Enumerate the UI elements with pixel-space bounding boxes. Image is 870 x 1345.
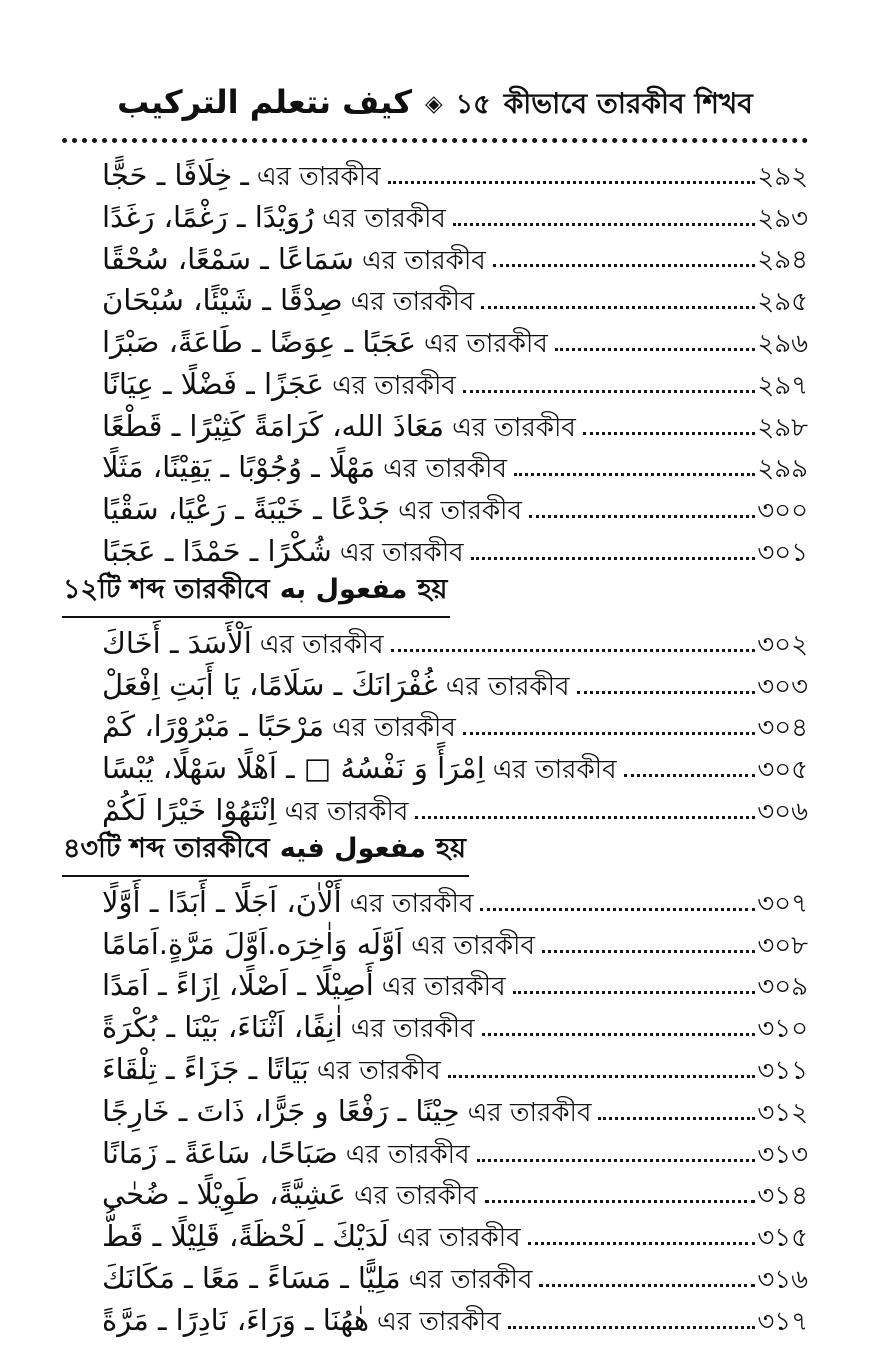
section-heading-underline bbox=[62, 828, 469, 877]
toc-entry-label: এর তারকীব bbox=[381, 972, 506, 1003]
toc-entry-title bbox=[102, 667, 570, 702]
toc-entry-title bbox=[102, 241, 486, 276]
toc-entry-title bbox=[102, 1093, 592, 1128]
toc-entry-arabic-words: حِيْنًا ـ رَفْعًا و جَرًّا، ذَاتَ ـ خَارِجًا bbox=[102, 1093, 460, 1128]
toc-entry-page-number: ৩০৯ bbox=[757, 972, 808, 1003]
toc-entry-separator: ـ bbox=[240, 157, 249, 192]
toc-entry-label: এর তারকীব bbox=[411, 930, 535, 961]
toc-entry-page-number: ৩১২ bbox=[757, 1097, 808, 1128]
toc-entry-label: এর তারকীব bbox=[332, 370, 456, 401]
toc-entry-title bbox=[102, 1012, 475, 1044]
toc-entry bbox=[62, 618, 808, 660]
toc-entry bbox=[62, 1295, 808, 1337]
toc-entry-page-number: ২৯৫ bbox=[757, 287, 808, 318]
toc-entry-label: এর তারকীব bbox=[398, 496, 522, 527]
dot-leader bbox=[477, 1159, 756, 1162]
toc-entry-page-number: ২৯৬ bbox=[757, 328, 808, 359]
toc-entry bbox=[62, 743, 808, 785]
toc-entry bbox=[62, 1128, 808, 1170]
toc-entry-label: এর তারকীব bbox=[349, 888, 474, 919]
toc-entry-label: এর তারকীব bbox=[339, 538, 464, 569]
toc-entry-arabic-words: خِلَافًا ـ حَجًّا bbox=[102, 157, 233, 192]
toc-entry-title bbox=[102, 711, 456, 743]
toc-entry-title bbox=[102, 1179, 478, 1211]
toc-entry-title bbox=[102, 884, 474, 919]
table-of-contents bbox=[62, 150, 808, 1337]
dot-leader bbox=[471, 557, 756, 560]
toc-entry-title bbox=[102, 494, 522, 526]
toc-entry-label: এর তারকীব bbox=[345, 1139, 470, 1170]
toc-entry-label: এর তারকীব bbox=[350, 1014, 475, 1045]
dot-leader bbox=[577, 691, 756, 694]
section-heading bbox=[62, 568, 808, 618]
dot-leader bbox=[391, 649, 756, 652]
toc-entry-arabic-words: عَجَزًا ـ فَضْلًا ـ عِيَانًا bbox=[102, 366, 325, 401]
toc-entry-page-number: ২৯৯ bbox=[757, 454, 808, 485]
toc-entry bbox=[62, 1211, 808, 1253]
toc-entry-arabic-words: اِمْرَأً وَ نَفْسُهُ □ ـ اَهْلًا سَهْلًا، يُبْسًا bbox=[102, 751, 485, 786]
toc-entry bbox=[62, 1044, 808, 1086]
toc-entry-page-number: ৩১৪ bbox=[757, 1181, 808, 1212]
toc-entry-arabic-words: جَدْعًا ـ خَيْبَةً ـ رَعْيًا، سَقْيًا bbox=[102, 492, 391, 527]
dot-leader bbox=[624, 774, 756, 777]
toc-entry-label: এর তারকীব bbox=[396, 1223, 521, 1254]
toc-entry-page-number: ৩০৫ bbox=[757, 755, 808, 786]
toc-entry bbox=[62, 484, 808, 526]
toc-entry bbox=[62, 234, 808, 276]
dot-leader bbox=[388, 181, 756, 184]
toc-entry-page-number: ৩১১ bbox=[757, 1055, 808, 1086]
toc-entry-label: এর তারকীব bbox=[377, 1306, 501, 1337]
toc-entry-page-number: ৩০৬ bbox=[757, 796, 808, 827]
dot-leader bbox=[514, 473, 755, 476]
dot-leader bbox=[555, 348, 756, 351]
toc-entry-label: এর তারকীব bbox=[332, 713, 456, 744]
toc-entry bbox=[62, 919, 808, 961]
toc-entry-arabic-words: سَمَاعًا ـ سَمْعًا، سُحْقًا bbox=[102, 241, 354, 276]
toc-entry-page-number: ৩০৭ bbox=[757, 888, 808, 919]
bengali-chapter-title: কীভাবে তারকীব শিখব bbox=[503, 87, 753, 120]
dot-leader bbox=[415, 816, 755, 819]
toc-entry-page-number: ২৯৭ bbox=[757, 370, 808, 401]
dot-leader bbox=[513, 991, 756, 994]
toc-entry-title bbox=[102, 970, 506, 1002]
section-heading bbox=[62, 827, 808, 877]
dot-leader bbox=[583, 432, 755, 435]
dot-leader bbox=[529, 515, 755, 518]
toc-entry-arabic-words: أَلْاٰنَ، اَجَلًا ـ أَبَدًا ـ أَوَّلًا bbox=[102, 884, 342, 919]
toc-entry bbox=[62, 1086, 808, 1128]
toc-entry bbox=[62, 1002, 808, 1044]
section-heading-arabic-term: مفعول به bbox=[279, 573, 408, 605]
dot-leader bbox=[463, 732, 755, 735]
section-heading-bengali-prefix: ১২টি শব্দ তারকীবে bbox=[63, 573, 270, 605]
dot-leader bbox=[481, 306, 755, 309]
toc-entry-arabic-words: اَلْأَسَدَ ـ أَخَاكَ bbox=[102, 625, 252, 660]
toc-entry-page-number: ৩১৫ bbox=[757, 1223, 808, 1254]
toc-entry-arabic-words: بَيَاتًا ـ جَزَاءً ـ تِلْقَاءَ bbox=[102, 1052, 309, 1087]
toc-entry-label: এর তারকীব bbox=[383, 454, 507, 485]
toc-entry-arabic-words: رُوَيْدًا ـ رَغْمًا، رَغَدًا bbox=[102, 199, 315, 234]
dot-leader bbox=[598, 1117, 755, 1120]
toc-entry bbox=[62, 359, 808, 401]
toc-entry-page-number: ৩১৩ bbox=[757, 1139, 808, 1170]
dot-leader bbox=[448, 1075, 756, 1078]
toc-entry bbox=[62, 192, 808, 234]
dotted-divider bbox=[62, 138, 808, 143]
toc-entry-title bbox=[102, 366, 456, 401]
dot-leader bbox=[482, 1033, 756, 1036]
section-heading-bengali-suffix: হয় bbox=[435, 832, 467, 864]
toc-entry-arabic-words: عَشِيَّةً، طَوِيْلًا ـ ضُحٰى bbox=[102, 1177, 346, 1212]
toc-entry-label: এর তারকীব bbox=[445, 671, 570, 702]
toc-entry-page-number: ৩১৬ bbox=[757, 1264, 808, 1295]
toc-entry-label: এর তারকীব bbox=[424, 329, 548, 360]
toc-entry-label: এর তারকীব bbox=[259, 629, 384, 660]
toc-entry-label: এর তারকীব bbox=[350, 287, 475, 318]
section-heading-arabic-term: مفعول فيه bbox=[279, 832, 426, 864]
toc-entry-title bbox=[102, 625, 384, 660]
toc-entry-page-number: ২৯৩ bbox=[757, 203, 808, 234]
section-heading-underline bbox=[62, 569, 450, 618]
dot-leader bbox=[528, 1242, 756, 1245]
toc-entry-label: এর তারকীব bbox=[492, 755, 617, 786]
toc-entry bbox=[62, 1253, 808, 1295]
toc-entry-page-number: ৩০১ bbox=[757, 537, 808, 568]
toc-entry-label: এর তারকীব bbox=[452, 412, 576, 443]
toc-entry-arabic-words: اَوَّلَه وَاٰخِرَه.اَوَّلَ مَرَّةٍ.اَمَامًا bbox=[102, 926, 404, 961]
toc-entry bbox=[62, 275, 808, 317]
dot-leader bbox=[485, 1200, 756, 1203]
toc-entry-title bbox=[102, 408, 576, 443]
toc-entry-label: এর তারকীব bbox=[284, 797, 409, 828]
section-heading-bengali-prefix: ৪৩টি শব্দ তারকীবে bbox=[63, 832, 270, 864]
toc-entry-page-number: ৩০৩ bbox=[757, 671, 808, 702]
toc-entry-arabic-words: لَدَيْكَ ـ لَحْظَةً، قَلِيْلًا ـ قَطُّ bbox=[102, 1219, 389, 1254]
toc-entry-arabic-words: مَرْحَبًا ـ مَبْرُوْرًا، كَمْ bbox=[102, 709, 325, 744]
toc-entry bbox=[62, 785, 808, 827]
toc-entry-label: এর তারকীব bbox=[256, 161, 381, 192]
toc-entry bbox=[62, 443, 808, 485]
toc-entry bbox=[62, 877, 808, 919]
toc-entry-arabic-words: اٰنِفًا، اَثْنَاءَ، بَيْنَا ـ بُكْرَةً bbox=[102, 1010, 343, 1045]
toc-entry-page-number: ৩১৭ bbox=[757, 1306, 808, 1337]
toc-entry bbox=[62, 317, 808, 359]
toc-entry-arabic-words: غُفْرَانَكَ ـ سَلَامًا، يَا أَبَتِ اِفْعَلْ bbox=[102, 667, 438, 702]
toc-entry-title bbox=[102, 327, 548, 359]
dot-leader bbox=[493, 264, 756, 267]
toc-entry-arabic-words: أَصِيْلًا ـ اَصْلًا، اِزَاءً ـ اَمَدًا bbox=[102, 968, 374, 1003]
toc-entry bbox=[62, 702, 808, 744]
toc-entry-label: এর তারকীব bbox=[408, 1265, 533, 1296]
toc-entry-title bbox=[102, 795, 408, 827]
arabic-chapter-title: كيف نتعلم التركيب bbox=[117, 83, 412, 121]
toc-entry bbox=[62, 961, 808, 1003]
toc-entry-label: এর তারকীব bbox=[467, 1097, 592, 1128]
toc-entry-title bbox=[102, 1221, 521, 1253]
toc-entry-page-number: ৩১০ bbox=[757, 1014, 808, 1045]
toc-entry-page-number: ৩০৪ bbox=[757, 713, 808, 744]
toc-entry-page-number: ৩০৮ bbox=[757, 930, 808, 961]
toc-entry bbox=[62, 401, 808, 443]
toc-entry-arabic-words: مَهْلًا ـ وُجُوْبًا ـ يَقِيْنًا، مَثَلًا bbox=[102, 450, 376, 485]
toc-entry-title bbox=[102, 753, 617, 785]
page-header bbox=[62, 82, 808, 129]
toc-entry-title bbox=[102, 1135, 470, 1170]
toc-entry-title bbox=[102, 285, 474, 317]
toc-entry-title bbox=[102, 1263, 532, 1295]
toc-entry-page-number: ৩০২ bbox=[757, 629, 808, 660]
toc-entry-title bbox=[102, 926, 535, 961]
diamond-ornament-icon: ◈ bbox=[424, 91, 443, 117]
dot-leader bbox=[508, 1326, 756, 1329]
toc-entry-arabic-words: مَعَاذَ الله، كَرَامَةً كَثِيْرًا ـ قَطْعًا bbox=[102, 408, 445, 443]
toc-entry-label: এর তারকীব bbox=[316, 1056, 441, 1087]
toc-entry-page-number: ২৯৪ bbox=[757, 245, 808, 276]
toc-entry bbox=[62, 1170, 808, 1212]
toc-entry bbox=[62, 150, 808, 192]
toc-entry bbox=[62, 526, 808, 568]
toc-entry-title bbox=[102, 199, 446, 234]
toc-entry-label: এর তারকীব bbox=[322, 203, 446, 234]
toc-entry-title bbox=[102, 1302, 501, 1337]
dot-leader bbox=[480, 908, 755, 911]
toc-entry-arabic-words: مَلِيًّا ـ مَسَاءً ـ مَعًا ـ مَكَانَكَ bbox=[102, 1261, 401, 1296]
toc-entry-title bbox=[102, 452, 507, 484]
toc-entry-label: এর তারকীব bbox=[361, 245, 486, 276]
toc-entry-arabic-words: هٰهُنَا ـ وَرَاءَ، نَادِرًا ـ مَرَّةً bbox=[102, 1302, 370, 1337]
page-number: ১৫ bbox=[455, 89, 491, 120]
toc-entry-title bbox=[102, 157, 381, 192]
dot-leader bbox=[539, 1284, 755, 1287]
toc-entry-arabic-words: شُكْرًا ـ حَمْدًا ـ عَجَبًا bbox=[102, 534, 332, 569]
toc-entry-arabic-words: صِدْقًا ـ شَيْئًا، سُبْحَانَ bbox=[102, 283, 343, 318]
toc-entry bbox=[62, 660, 808, 702]
toc-entry-page-number: ২৯৮ bbox=[757, 412, 808, 443]
toc-entry-page-number: ৩০০ bbox=[757, 496, 808, 527]
dot-leader bbox=[463, 390, 755, 393]
toc-entry-label: এর তারকীব bbox=[353, 1181, 478, 1212]
toc-entry-page-number: ২৯২ bbox=[757, 161, 808, 192]
toc-entry-title bbox=[102, 1054, 441, 1086]
toc-entry-arabic-words: عَجَبًا ـ عِوَضًا ـ طَاعَةً، صَبْرًا bbox=[102, 325, 417, 360]
section-heading-bengali-suffix: হয় bbox=[417, 573, 448, 605]
toc-entry-title bbox=[102, 536, 464, 568]
toc-entry-arabic-words: صَبَاحًا، سَاعَةً ـ زَمَانًا bbox=[102, 1135, 338, 1170]
toc-entry-arabic-words: اِنْتَهُوْا خَيْرًا لَكُمْ bbox=[102, 793, 277, 828]
dot-leader bbox=[542, 950, 755, 953]
dot-leader bbox=[453, 223, 755, 226]
